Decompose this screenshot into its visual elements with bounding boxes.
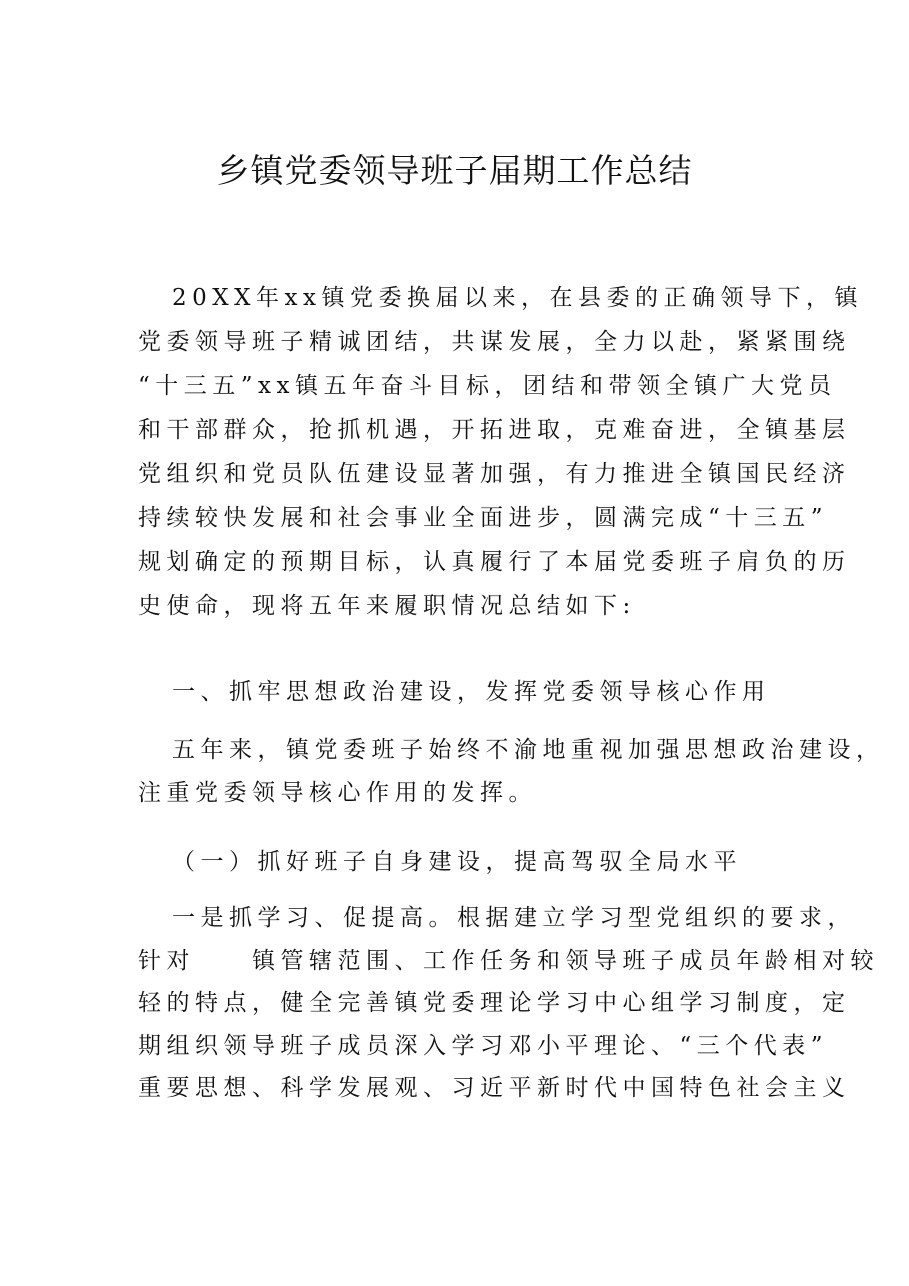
paragraph-line: 五年来，镇党委班子始终不渝地重视加强思想政治建设， bbox=[172, 737, 885, 763]
paragraph-line: 20XX年xx镇党委换届以来，在县委的正确领导下，镇 bbox=[172, 285, 863, 311]
paragraph-line: 一是抓学习、促提高。根据建立学习型党组织的要求， bbox=[172, 905, 856, 931]
subsection-heading-text: （一）抓好班子自身建设，提高驾驭全局水平 bbox=[172, 849, 742, 875]
paragraph-line: 持续较快发展和社会事业全面进步，圆满完成“十三五” bbox=[138, 505, 829, 531]
paragraph-line: 党委领导班子精诚团结，共谋发展，全力以赴，紧紧围绕 bbox=[138, 329, 851, 355]
paragraph-line: 史使命，现将五年来履职情况总结如下: bbox=[138, 593, 636, 619]
paragraph-line: 党组织和党员队伍建设显著加强，有力推进全镇国民经济 bbox=[138, 461, 851, 487]
section-heading-1 bbox=[138, 670, 778, 714]
subsection-heading-1 bbox=[138, 840, 778, 884]
section-heading-text: 一、抓牢思想政治建设，发挥党委领导核心作用 bbox=[172, 679, 771, 705]
subsection-1-paragraph bbox=[138, 897, 879, 1110]
paragraph-line: 规划确定的预期目标，认真履行了本届党委班子肩负的历 bbox=[138, 549, 851, 575]
section-1-paragraph bbox=[138, 729, 885, 815]
intro-paragraph bbox=[138, 276, 863, 628]
paragraph-line: 针对 镇管辖范围、工作任务和领导班子成员年龄相对较 bbox=[138, 947, 879, 974]
paragraph-line: “十三五”xx镇五年奋斗目标，团结和带领全镇广大党员 bbox=[138, 373, 837, 399]
paragraph-line: 期组织领导班子成员深入学习邓小平理论、“三个代表” bbox=[138, 1032, 829, 1059]
paragraph-line: 轻的特点，健全完善镇党委理论学习中心组学习制度，定 bbox=[138, 990, 851, 1016]
paragraph-line: 重要思想、科学发展观、习近平新时代中国特色社会主义 bbox=[138, 1075, 851, 1101]
document-title: 乡镇党委领导班子届期工作总结 bbox=[216, 151, 693, 190]
paragraph-line: 和干部群众，抢抓机遇，开拓进取，克难奋进，全镇基层 bbox=[138, 417, 851, 443]
paragraph-line: 注重党委领导核心作用的发挥。 bbox=[138, 780, 537, 806]
